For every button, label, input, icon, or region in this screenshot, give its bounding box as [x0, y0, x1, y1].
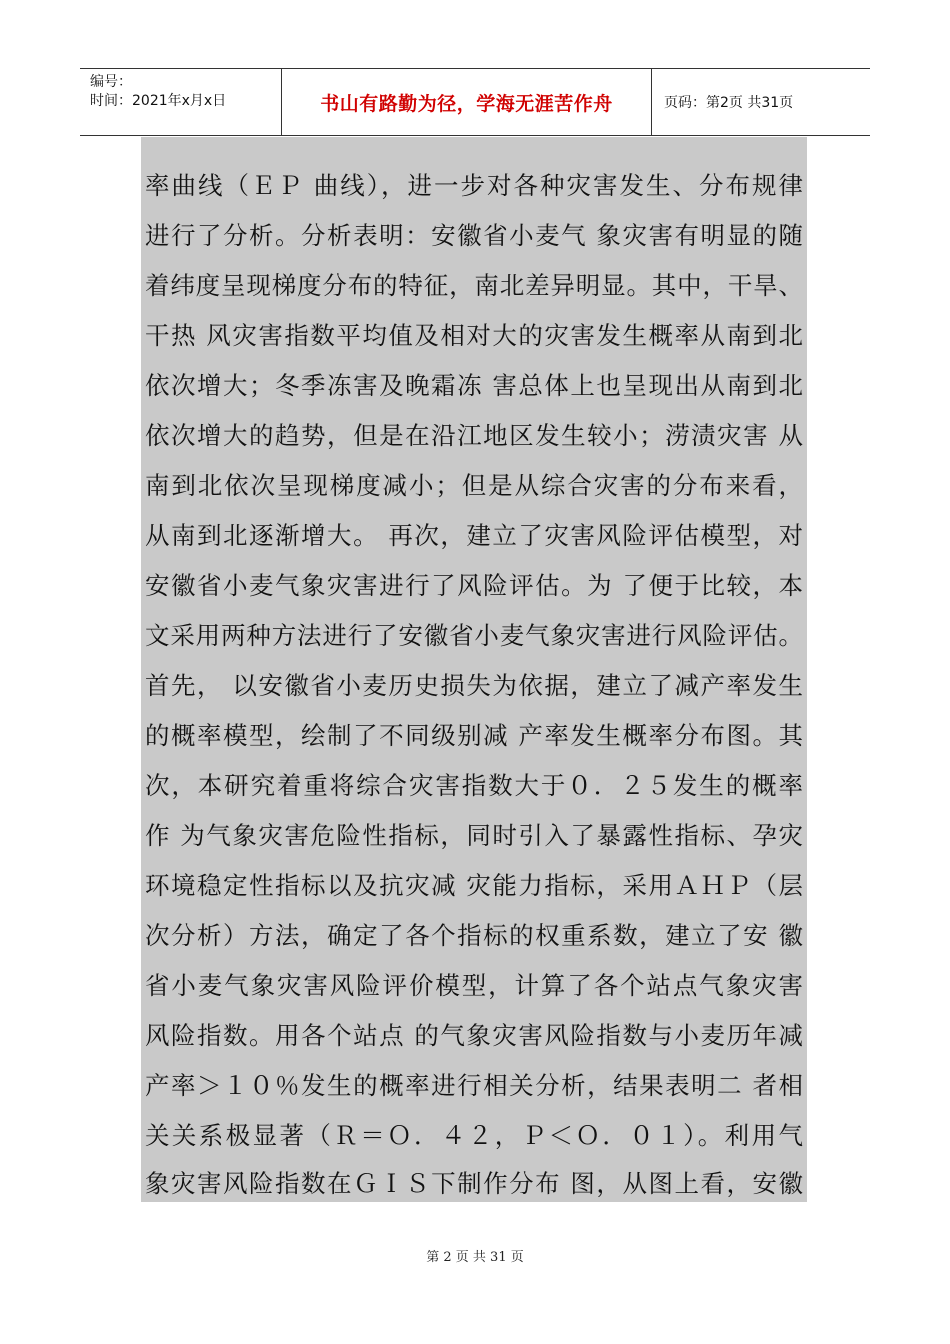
number-label: 编号： — [90, 74, 132, 90]
time-label: 时间：2021年x月x日 — [90, 93, 227, 109]
header-motto: 书山有路勤为径，学海无涯苦作舟 — [281, 69, 652, 135]
body-line: 进行了分析。分析表明：安徽省小麦气 象灾害有明显的随 — [145, 221, 803, 250]
header-page-info: 页码：第2页 共31页 — [664, 95, 794, 111]
body-line: 象灾害风险指数在ＧＩＳ下制作分布 图，从图上看，安徽 — [145, 1169, 803, 1198]
body-line: 的概率模型，绘制了不同级别减 产率发生概率分布图。其 — [145, 721, 803, 750]
body-line: 干热 风灾害指数平均值及相对大的灾害发生概率从南到北 — [145, 321, 803, 350]
body-line: 率曲线（ＥＰ 曲线），进一步对各种灾害发生、分布规律 — [145, 171, 803, 200]
body-line: 从南到北逐渐增大。 再次，建立了灾害风险评估模型，对 — [145, 521, 803, 550]
body-line: 次分析）方法，确定了各个指标的权重系数，建立了安 徽 — [145, 921, 803, 950]
body-line: 风险指数。用各个站点 的气象灾害风险指数与小麦历年减 — [145, 1021, 803, 1050]
body-line: 作 为气象灾害危险性指标，同时引入了暴露性指标、孕灾 — [145, 821, 803, 850]
body-line: 文采用两种方法进行了安徽省小麦气象灾害进行风险评估。 — [145, 621, 803, 650]
body-line: 省小麦气象灾害风险评价模型，计算了各个站点气象灾害 — [145, 971, 803, 1000]
body-line: 安徽省小麦气象灾害进行了风险评估。为 了便于比较，本 — [145, 571, 803, 600]
body-line: 次，本研究着重将综合灾害指数大于０．２５发生的概率 — [145, 771, 803, 800]
body-line: 产率＞１０％发生的概率进行相关分析，结果表明二 者相 — [145, 1071, 803, 1100]
body-line: 南到北依次呈现梯度减小；但是从综合灾害的分布来看， — [145, 471, 803, 500]
body-line: 环境稳定性指标以及抗灾减 灾能力指标，采用ＡＨＰ（层 — [145, 871, 803, 900]
header-meta — [80, 69, 281, 135]
body-line: 着纬度呈现梯度分布的特征，南北差异明显。其中，干旱、 — [145, 271, 803, 300]
body-line: 依次增大的趋势，但是在沿江地区发生较小；涝渍灾害 从 — [145, 421, 803, 450]
page-footer: 第 2 页 共 31 页 — [426, 1250, 524, 1265]
body-line: 依次增大；冬季冻害及晚霜冻 害总体上也呈现出从南到北 — [145, 371, 803, 400]
body-text-block — [141, 137, 807, 1202]
body-line: 关关系极显著（Ｒ＝Ｏ．４２，Ｐ＜Ｏ．０１）。利用气 — [145, 1121, 803, 1150]
body-line: 首先， 以安徽省小麦历史损失为依据，建立了减产率发生 — [145, 671, 803, 700]
page-header — [80, 68, 870, 136]
